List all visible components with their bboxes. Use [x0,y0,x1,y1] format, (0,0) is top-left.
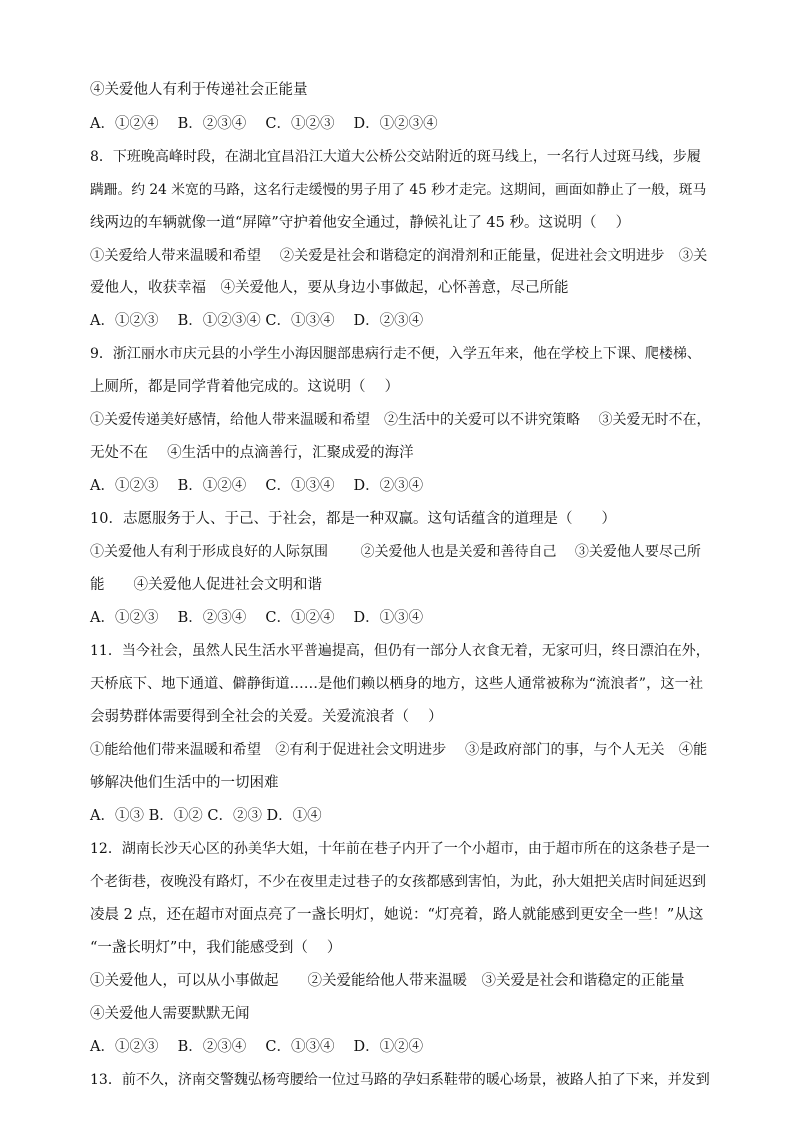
question-8-answer-choices: A．①②③ B．①②③④ C．①③④ D．②③④ [90,313,424,329]
question-12-statements: ①关爱他人，可以从小事做起 ②关爱能给他人带来温暖 ③关爱是社会和谐稳定的正能量 [90,973,685,989]
question-11-stem: 会弱势群体需要得到全社会的关爱。关爱流浪者（ ） [90,709,443,725]
question-10-answer-choices: A．①②③ B．②③④ C．①②④ D．①③④ [90,610,424,626]
question-9-stem: 上厕所，都是同学背着他完成的。这说明（ ） [90,379,400,395]
question-13-stem: 13．前不久，济南交警魏弘杨弯腰给一位过马路的孕妇系鞋带的暖心场景，被路人拍了下来，并发到 [90,1072,710,1088]
question-8-statements: 爱他人，收获幸福 ④关爱他人，要从身边小事做起，心怀善意，尽己所能 [90,280,569,296]
option-statement-line: ④关爱他人有利于传递社会正能量 [90,82,308,98]
answer-choices: A．①②④ B．②③④ C．①②③ D．①②③④ [90,116,438,132]
question-10-statements: 能 ④关爱他人促进社会文明和谐 [90,577,322,593]
question-12-statements: ④关爱他人需要默默无闻 [90,1006,250,1022]
question-12-answer-choices: A．①②③ B．②③④ C．①③④ D．①②④ [90,1039,424,1055]
question-8-stem: 线两边的车辆就像一道“屏障”守护着他安全通过，静候礼让了 45 秒。这说明（ ） [90,215,631,231]
question-8-stem: 蹒跚。约 24 米宽的马路，这名行走缓慢的男子用了 45 秒才走完。这期间，画面如静止了一般，斑马 [90,182,707,198]
question-10-stem: 10．志愿服务于人、于己、于社会，都是一种双赢。这句话蕴含的道理是（ ） [90,511,616,527]
question-11-answer-choices: A．①③ B．①② C．②③ D．①④ [90,808,322,824]
question-12-stem: 凌晨 2 点，还在超市对面点亮了一盏长明灯，她说：“灯亮着，路人就能感到更安全一些！”从这 [90,907,704,923]
question-11-statements: 够解决他们生活中的一切困难 [90,775,279,791]
question-9-statements: ①关爱传递美好感情，给他人带来温暖和希望 ②生活中的关爱可以不讲究策略 ③关爱无时不在， [90,412,711,428]
question-11-stem: 天桥底下、地下通道、僻静街道……是他们赖以栖身的地方，这些人通常被称为“流浪者”，这一社 [90,676,704,692]
question-10-statements: ①关爱他人有利于形成良好的人际氛围 ②关爱他人也是关爱和善待自己 ③关爱他人要尽己所 [90,544,701,560]
question-11-stem: 11．当今社会，虽然人民生活水平普遍提高，但仍有一部分人衣食无着，无家可归，终日漂泊在外， [90,643,710,659]
question-11-statements: ①能给他们带来温暖和希望 ②有利于促进社会文明进步 ③是政府部门的事，与个人无关 ④能 [90,742,708,758]
question-9-statements: 无处不在 ④生活中的点滴善行，汇聚成爱的海洋 [90,445,414,461]
question-8-stem: 8．下班晚高峰时段，在湖北宜昌沿江大道大公桥公交站附近的斑马线上，一名行人过斑马线，步履 [90,149,701,165]
question-9-answer-choices: A．①②③ B．①②④ C．①③④ D．②③④ [90,478,424,494]
question-12-stem: “一盏长明灯”中，我们能感受到（ ） [90,940,342,956]
question-9-stem: 9．浙江丽水市庆元县的小学生小海因腿部患病行走不便，入学五年来，他在学校上下课、爬楼梯、 [90,346,701,362]
question-12-stem: 个老街巷，夜晚没有路灯，不少在夜里走过巷子的女孩都感到害怕，为此，孙大姐把关店时间延迟到 [90,874,706,890]
question-12-stem: 12．湖南长沙天心区的孙美华大姐，十年前在巷子内开了一个小超市，由于超市所在的这条巷子是一 [90,841,710,857]
question-8-statements: ①关爱给人带来温暖和希望 ②关爱是社会和谐稳定的润滑剂和正能量，促进社会文明进步 ③关 [90,248,708,264]
